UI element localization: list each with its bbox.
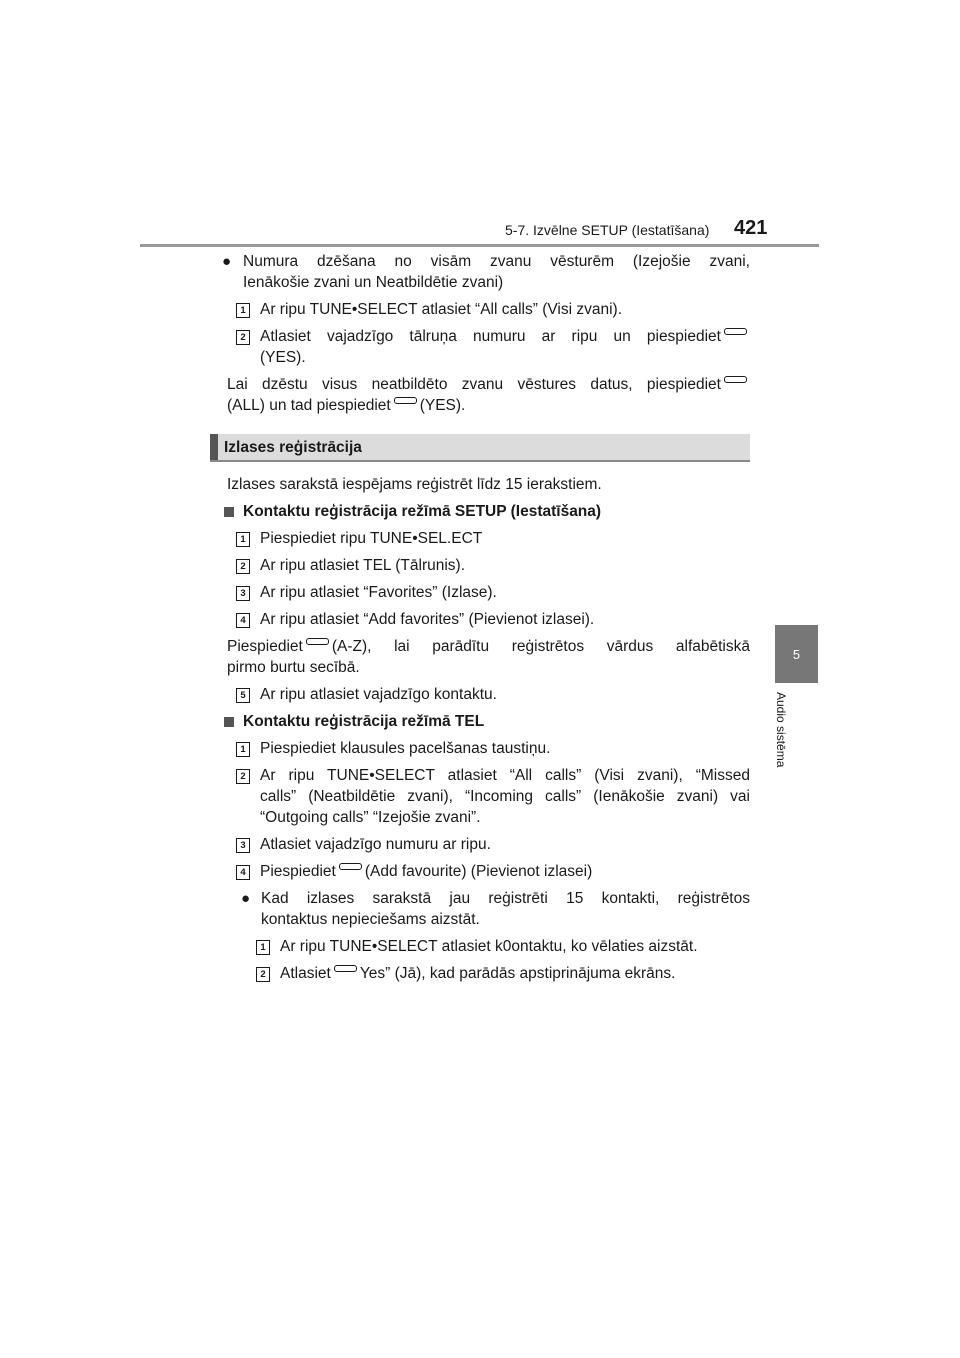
tel-step-4: 4 Piespiediet (Add favourite) (Pievienot izlasei) <box>210 861 750 882</box>
chapter-tab-number: 5 <box>792 646 801 662</box>
step-number: 1 <box>236 303 250 318</box>
replace-step-2: 2 Atlasiet Yes” (Jā), kad parādās apstiprinājuma ekrāns. <box>210 963 750 984</box>
step-number: 2 <box>236 330 250 345</box>
button-icon <box>334 965 357 972</box>
section-title: 5-7. Izvēlne SETUP (Iestatīšana) <box>505 222 710 238</box>
bullet-delete-history: ● Numura dzēšana no visām zvanu vēsturēm (Izejošie zvani, Ienākošie zvani un Neatbildētie zvani) <box>210 251 750 293</box>
header-rule <box>140 244 819 247</box>
setup-step-3: 3 Ar ripu atlasiet “Favorites” (Izlase). <box>210 582 750 603</box>
chapter-tab <box>775 625 818 683</box>
step-number: 1 <box>236 532 250 547</box>
setup-step-5: 5 Ar ripu atlasiet vajadzīgo kontaktu. <box>210 684 750 705</box>
note-delete-all: Lai dzēstu visus neatbildēto zvanu vēstures datus, piespiediet (ALL) un tad piespiediet (YES). <box>210 374 750 416</box>
page-header <box>0 0 960 250</box>
replace-step-1: 1 Ar ripu TUNE•SELECT atlasiet k0ontaktu, ko vēlaties aizstāt. <box>210 936 750 957</box>
button-icon <box>724 376 747 383</box>
step-number: 3 <box>236 586 250 601</box>
step-number: 2 <box>236 559 250 574</box>
button-icon <box>339 863 362 870</box>
intro-text: Izlases sarakstā iespējams reģistrēt līdz 15 ierakstiem. <box>227 476 602 493</box>
step-2: 2 Atlasiet vajadzīgo tālruņa numuru ar ripu un piespiediet (YES). <box>210 326 750 368</box>
step-number: 4 <box>236 613 250 628</box>
page-content <box>210 251 750 990</box>
setup-step-2: 2 Ar ripu atlasiet TEL (Tālrunis). <box>210 555 750 576</box>
page-number: 421 <box>734 217 768 239</box>
button-icon <box>306 638 329 645</box>
step-number: 3 <box>236 838 250 853</box>
subheading-setup: Kontaktu reģistrācija režīmā SETUP (Iestatīšana) <box>210 501 750 522</box>
button-icon <box>724 328 747 335</box>
step-number: 2 <box>236 769 250 784</box>
chapter-side-label <box>774 692 812 792</box>
step-number: 2 <box>256 967 270 982</box>
step-number: 4 <box>236 865 250 880</box>
subheading-tel: Kontaktu reģistrācija režīmā TEL <box>210 711 750 732</box>
section-heading: Izlases reģistrācija <box>210 434 750 462</box>
chapter-label-text: Audio sistēma <box>774 692 788 768</box>
note-a-z: Piespiediet (A-Z), lai parādītu reģistrētos vārdus alfabētiskā pirmo burtu secībā. <box>227 638 750 676</box>
bullet-replace: ● Kad izlases sarakstā jau reģistrēti 15 kontakti, reģistrētos kontaktus nepieciešams aizstāt. <box>210 888 750 930</box>
setup-step-1: 1 Piespiediet ripu TUNE•SEL.ECT <box>210 528 750 549</box>
step-number: 5 <box>236 688 250 703</box>
step-1: 1 Ar ripu TUNE•SELECT atlasiet “All calls” (Visi zvani). <box>210 299 750 320</box>
step-number: 1 <box>236 742 250 757</box>
setup-step-4: 4 Ar ripu atlasiet “Add favorites” (Pievienot izlasei). <box>210 609 750 630</box>
step-number: 1 <box>256 940 270 955</box>
tel-step-3: 3 Atlasiet vajadzīgo numuru ar ripu. <box>210 834 750 855</box>
tel-step-2: 2 Ar ripu TUNE•SELECT atlasiet “All calls” (Visi zvani), “Missed calls” (Neatbildētie zvani), “Incoming calls” (Ienākošie zvani) vai “Outgoing calls” “Izejošie zvani”. <box>210 765 750 828</box>
tel-step-1: 1 Piespiediet klausules pacelšanas taustiņu. <box>210 738 750 759</box>
button-icon <box>394 397 417 404</box>
